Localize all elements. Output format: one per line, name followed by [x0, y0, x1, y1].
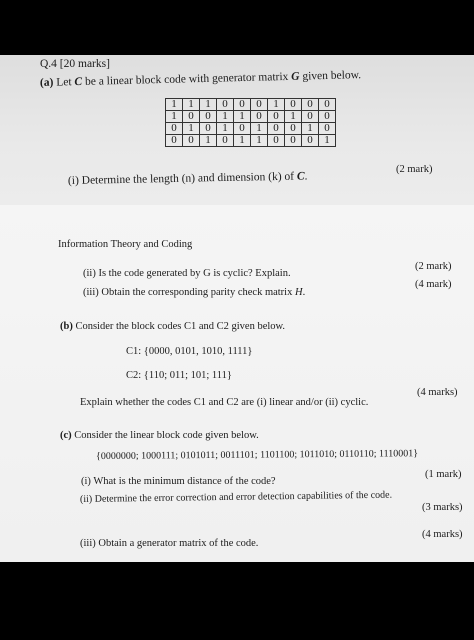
- matrix-cell: 1: [217, 123, 234, 135]
- matrix-cell: 1: [166, 99, 183, 111]
- matrix-cell: 0: [217, 99, 234, 111]
- matrix-cell: 0: [234, 123, 251, 135]
- matrix-cell: 0: [285, 123, 302, 135]
- matrix-cell: 0: [302, 111, 319, 123]
- code-c2: C2: {110; 011; 101; 111}: [126, 370, 232, 381]
- matrix-cell: 0: [285, 135, 302, 147]
- matrix-cell: 0: [285, 99, 302, 111]
- matrix-row: [166, 99, 336, 111]
- part-c-q-i-marks: (1 mark): [425, 469, 462, 480]
- matrix-cell: 1: [285, 111, 302, 123]
- part-c-code-set: {0000000; 1000111; 0101011; 0011101; 1101100; 1011010; 0110110; 1110001}: [95, 448, 419, 462]
- matrix-cell: 1: [200, 99, 217, 111]
- part-b-question: Explain whether the codes C1 and C2 are (i) linear and/or (ii) cyclic.: [80, 397, 369, 408]
- part-a-q-ii-marks: (2 mark): [415, 261, 452, 272]
- matrix-cell: 1: [319, 135, 336, 147]
- part-a-q-ii: (ii) Is the code generated by G is cyclic? Explain.: [83, 268, 291, 279]
- matrix-row: [166, 135, 336, 147]
- matrix-cell: 0: [251, 99, 268, 111]
- matrix-cell: 1: [268, 99, 285, 111]
- question-header: Q.4 [20 marks]: [40, 58, 110, 70]
- matrix-cell: 0: [319, 111, 336, 123]
- matrix-cell: 1: [234, 135, 251, 147]
- part-a-q-i: (i) Determine the length (n) and dimension (k) of C.: [67, 170, 308, 187]
- matrix-cell: 0: [251, 111, 268, 123]
- matrix-cell: 0: [302, 99, 319, 111]
- matrix-cell: 0: [268, 135, 285, 147]
- part-c-q-iii: (iii) Obtain a generator matrix of the code.: [80, 538, 259, 549]
- part-c-q-iii-marks: (4 marks): [422, 529, 463, 540]
- matrix-cell: 0: [217, 135, 234, 147]
- part-c-q-i: (i) What is the minimum distance of the code?: [81, 476, 276, 487]
- matrix-cell: 1: [251, 135, 268, 147]
- code-c1: C1: {0000, 0101, 1010, 1111}: [126, 346, 253, 357]
- matrix-cell: 0: [319, 123, 336, 135]
- part-a-intro: (a) Let C be a linear block code with generator matrix G given below.: [39, 69, 362, 89]
- part-b-marks: (4 marks): [417, 387, 458, 398]
- part-a-q-i-marks: (2 mark): [396, 164, 433, 175]
- matrix-row: [166, 123, 336, 135]
- matrix-cell: 0: [268, 111, 285, 123]
- exam-page-bottom: [0, 205, 474, 562]
- part-c-q-ii: (ii) Determine the error correction and error detection capabilities of the code.: [79, 489, 393, 505]
- matrix-cell: 1: [200, 135, 217, 147]
- matrix-cell: 1: [251, 123, 268, 135]
- matrix-cell: 0: [200, 111, 217, 123]
- matrix-cell: 0: [166, 135, 183, 147]
- matrix-cell: 0: [166, 123, 183, 135]
- matrix-cell: 1: [183, 99, 200, 111]
- generator-matrix: [165, 98, 336, 147]
- matrix-row: [166, 111, 336, 123]
- part-c-intro: (c) Consider the linear block code given below.: [60, 430, 259, 441]
- matrix-cell: 1: [183, 123, 200, 135]
- matrix-cell: 0: [302, 135, 319, 147]
- page-header: Information Theory and Coding: [58, 239, 193, 250]
- matrix-cell: 1: [234, 111, 251, 123]
- matrix-cell: 1: [166, 111, 183, 123]
- matrix-cell: 0: [183, 111, 200, 123]
- part-c-q-ii-marks: (3 marks): [422, 502, 463, 513]
- matrix-cell: 0: [268, 123, 285, 135]
- part-a-q-iii-marks: (4 mark): [415, 279, 452, 290]
- matrix-cell: 0: [319, 99, 336, 111]
- matrix-cell: 1: [217, 111, 234, 123]
- matrix-cell: 0: [234, 99, 251, 111]
- matrix-cell: 1: [302, 123, 319, 135]
- part-b-intro: (b) Consider the block codes C1 and C2 given below.: [60, 321, 286, 332]
- matrix-cell: 0: [200, 123, 217, 135]
- part-a-q-iii: (iii) Obtain the corresponding parity check matrix H.: [83, 287, 306, 298]
- matrix-cell: 0: [183, 135, 200, 147]
